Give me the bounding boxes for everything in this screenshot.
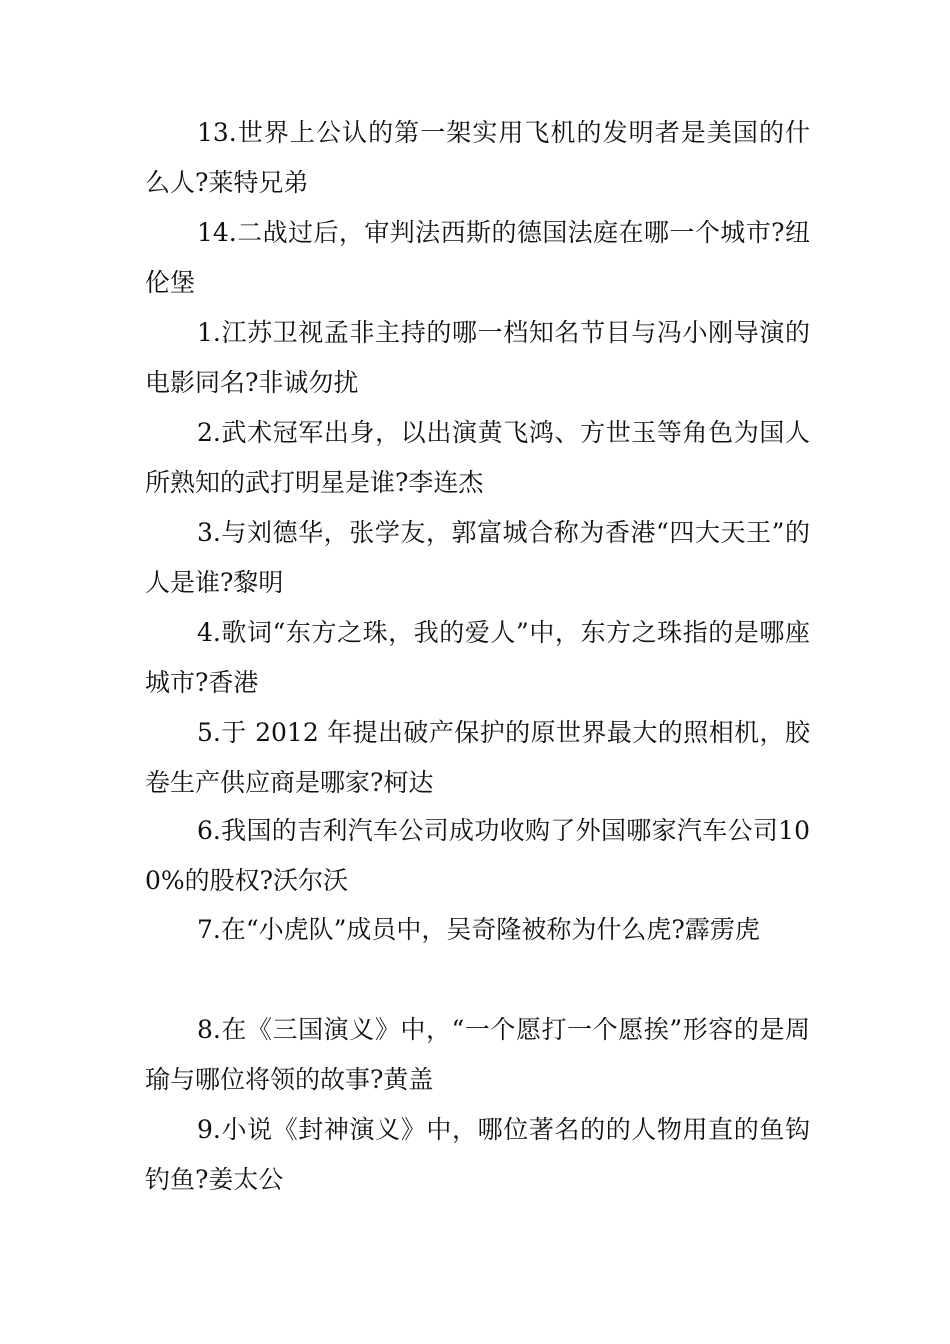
question-2: 2.武术冠军出身，以出演黄飞鸿、方世玉等角色为国人所熟知的武打明星是谁?李连杰 <box>145 418 810 497</box>
question-7: 7.在“小虎队”成员中，吴奇隆被称为什么虎?霹雳虎 <box>197 915 760 944</box>
question-14: 14.二战过后，审判法西斯的德国法庭在哪一个城市?纽伦堡 <box>145 218 810 297</box>
question-13: 13.世界上公认的第一架实用飞机的发明者是美国的什么人?莱特兄弟 <box>145 118 810 197</box>
question-8: 8.在《三国演义》中，“一个愿打一个愿挨”形容的是周瑜与哪位将领的故事?黄盖 <box>145 1015 810 1094</box>
question-6: 6.我国的吉利汽车公司成功收购了外国哪家汽车公司100%的股权?沃尔沃 <box>145 816 810 895</box>
question-4: 4.歌词“东方之珠，我的爱人”中，东方之珠指的是哪座城市?香港 <box>145 618 810 697</box>
question-9: 9.小说《封神演义》中，哪位著名的的人物用直的鱼钩钓鱼?姜太公 <box>145 1115 810 1194</box>
question-5: 5.于 2012 年提出破产保护的原世界最大的照相机，胶卷生产供应商是哪家?柯达 <box>145 718 810 797</box>
question-3: 3.与刘德华，张学友，郭富城合称为香港“四大天王”的人是谁?黎明 <box>145 518 810 597</box>
question-1: 1.江苏卫视孟非主持的哪一档知名节目与冯小刚导演的电影同名?非诚勿扰 <box>145 318 810 397</box>
